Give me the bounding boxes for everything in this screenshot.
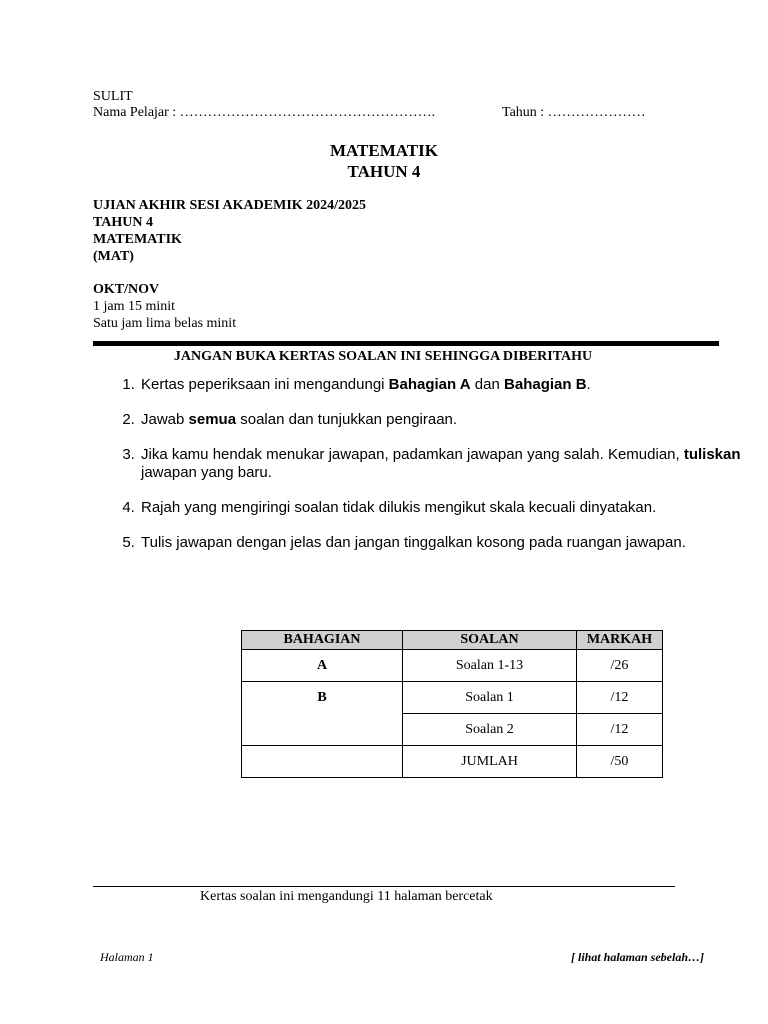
exam-code: (MAT) (93, 249, 134, 264)
marks-cell: /12 (577, 714, 663, 746)
exam-duration-words: Satu jam lima belas minit (93, 316, 237, 331)
column-header: BAHAGIAN (242, 631, 403, 650)
total-label-cell: JUMLAH (403, 746, 577, 778)
question-cell: Soalan 1 (403, 682, 577, 714)
total-marks-cell: /50 (577, 746, 663, 778)
table-header-row (242, 631, 663, 650)
section-cell: A (242, 650, 403, 682)
instruction-item (139, 446, 759, 482)
table-row (242, 714, 663, 746)
question-cell: Soalan 1-13 (403, 650, 577, 682)
exam-name: UJIAN AKHIR SESI AKADEMIK 2024/2025 (93, 198, 367, 213)
column-header: SOALAN (403, 631, 577, 650)
year-field[interactable]: Tahun : ………………… (502, 105, 646, 120)
instruction-text: Jika kamu hendak menukar jawapan, padamkan jawapan yang salah. Kemudian, (141, 446, 684, 463)
marks-cell: /12 (577, 682, 663, 714)
student-name-field[interactable]: Nama Pelajar : ………………………………………………. (93, 105, 436, 120)
table-row (242, 650, 663, 682)
exam-info (93, 197, 366, 265)
instruction-text: soalan dan tunjukkan pengiraan. (236, 411, 458, 428)
page-count-note: Kertas soalan ini mengandungi 11 halaman bercetak (200, 889, 493, 904)
question-cell: Soalan 2 (403, 714, 577, 746)
next-page-note: [ lihat halaman sebelah…] (570, 950, 704, 964)
warning-notice: JANGAN BUKA KERTAS SOALAN INI SEHINGGA DIBERITAHU (173, 349, 593, 364)
divider-thin (93, 886, 675, 887)
section-cell: B (242, 682, 403, 714)
instruction-emphasis: tuliskan (683, 446, 741, 463)
instruction-item (139, 411, 759, 429)
marks-cell: /26 (577, 650, 663, 682)
instruction-text: dan (470, 376, 505, 393)
instruction-text: Jawab (141, 411, 189, 428)
confidential-label: SULIT (93, 89, 133, 104)
instruction-emphasis: Bahagian B (504, 376, 587, 393)
page-number: Halaman 1 (100, 950, 154, 964)
grade-title: TAHUN 4 (347, 162, 421, 181)
time-info (93, 281, 236, 332)
instruction-item: 4. Rajah yang mengiringi soalan tidak dilukis mengikut skala kecuali dinyatakan. (139, 499, 759, 517)
column-header: MARKAH (577, 631, 663, 650)
section-cell (242, 746, 403, 778)
exam-session: OKT/NOV (93, 282, 160, 297)
instruction-text: Kertas peperiksaan ini mengandungi (141, 376, 389, 393)
subject-title: MATEMATIK (330, 141, 438, 160)
instruction-item: 5. Tulis jawapan dengan jelas dan jangan tinggalkan kosong pada ruangan jawapan. (139, 534, 759, 552)
instruction-text: . (586, 376, 591, 393)
instructions-list (93, 376, 759, 569)
instruction-emphasis: semua (188, 411, 237, 428)
exam-grade: TAHUN 4 (93, 215, 154, 230)
instruction-item (139, 376, 759, 394)
table-row (242, 682, 663, 714)
exam-duration: 1 jam 15 minit (93, 299, 176, 314)
table-row (242, 746, 663, 778)
marks-table (241, 630, 663, 778)
exam-subject: MATEMATIK (93, 232, 182, 247)
instruction-emphasis: Bahagian A (388, 376, 471, 393)
divider-thick (93, 341, 719, 346)
instruction-text: jawapan yang baru. (141, 464, 272, 481)
section-cell (242, 714, 403, 746)
